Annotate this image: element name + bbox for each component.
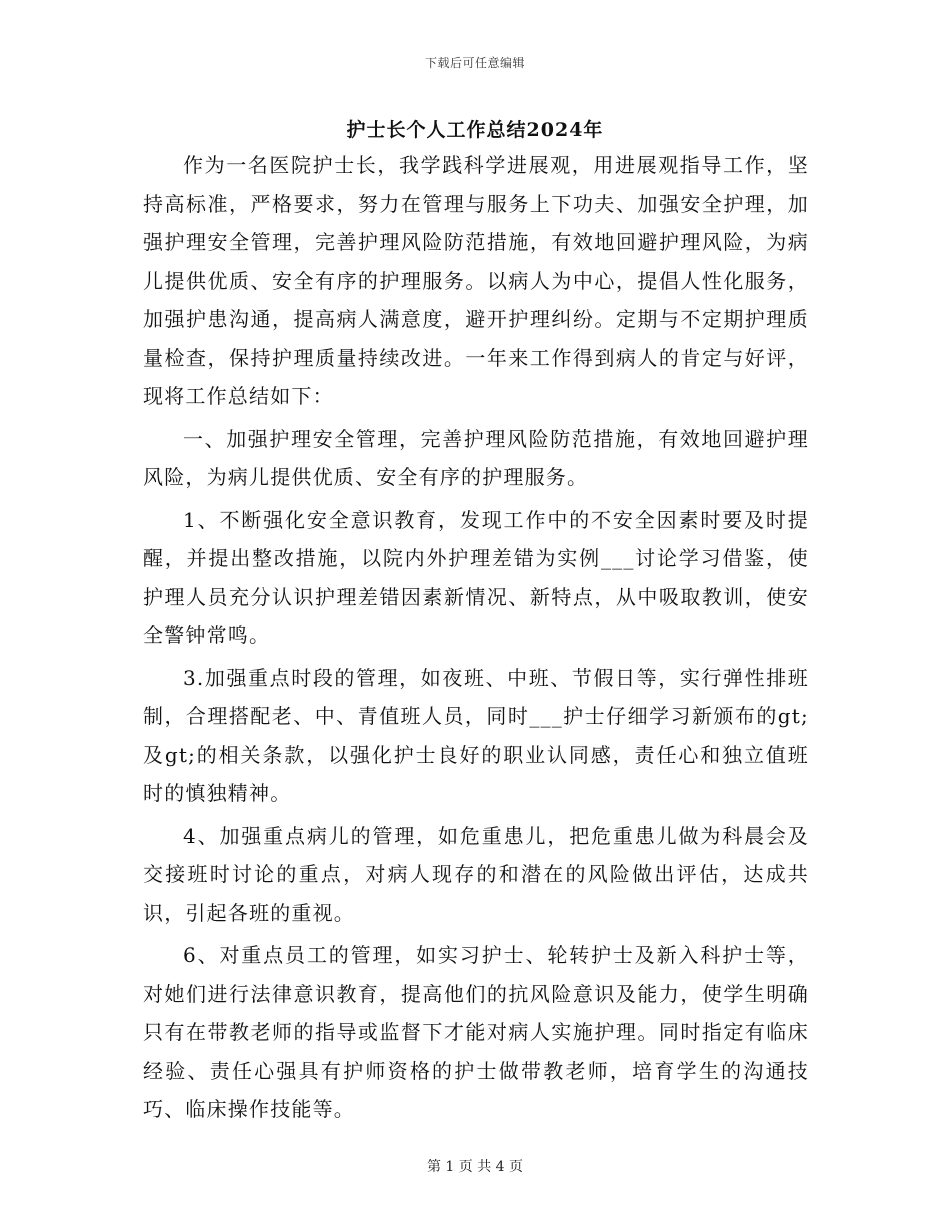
paragraph-item-4: 4、加强重点病儿的管理，如危重患儿，把危重患儿做为科晨会及交接班时讨论的重点，对病人现存的和潜在的风险做出评估，达成共识，引起各班的重视。 <box>143 823 809 925</box>
paragraph-intro: 作为一名医院护士长，我学践科学进展观，用进展观指导工作，坚持高标准，严格要求，努力在管理与服务上下功夫、加强安全护理，加强护理安全管理，完善护理风险防范措施，有效地回避护理风险，为病儿提供优质、安全有序的护理服务。以病人为中心，提倡人性化服务，加强护患沟通，提高病人满意度，避开护理纠纷。定期与不定期护理质量检查，保持护理质量持续改进。一年来工作得到病人的肯定与好评，现将工作总结如下： <box>143 153 809 408</box>
paragraph-item-6: 6、对重点员工的管理，如实习护士、轮转护士及新入科护士等，对她们进行法律意识教育，提高他们的抗风险意识及能力，使学生明确只有在带教老师的指导或监督下才能对病人实施护理。同时指定有临床经验、责任心强具有护师资格的护士做带教老师，培育学生的沟通技巧、临床操作技能等。 <box>143 943 809 1121</box>
paragraph-item-1: 1、不断强化安全意识教育，发现工作中的不安全因素时要及时提醒，并提出整改措施，以院内外护理差错为实例___讨论学习借鉴，使护理人员充分认识护理差错因素新情况、新特点，从中吸取教训，使安全警钟常鸣。 <box>143 507 809 647</box>
page-number: 第 1 页 共 4 页 <box>426 1159 524 1175</box>
document-body <box>143 146 809 1133</box>
document-title: 护士长个人工作总结2024年 <box>346 119 604 141</box>
paragraph-item-3: 3.加强重点时段的管理，如夜班、中班、节假日等，实行弹性排班制，合理搭配老、中、青值班人员，同时___护士仔细学习新颁布的gt;及gt;的相关条款，以强化护士良好的职业认同感，责任心和独立值班时的慎独精神。 <box>143 665 809 805</box>
page-header: 下载后可任意编辑 <box>424 56 525 70</box>
paragraph-section-1: 一、加强护理安全管理，完善护理风险防范措施，有效地回避护理风险，为病儿提供优质、安全有序的护理服务。 <box>143 426 809 489</box>
